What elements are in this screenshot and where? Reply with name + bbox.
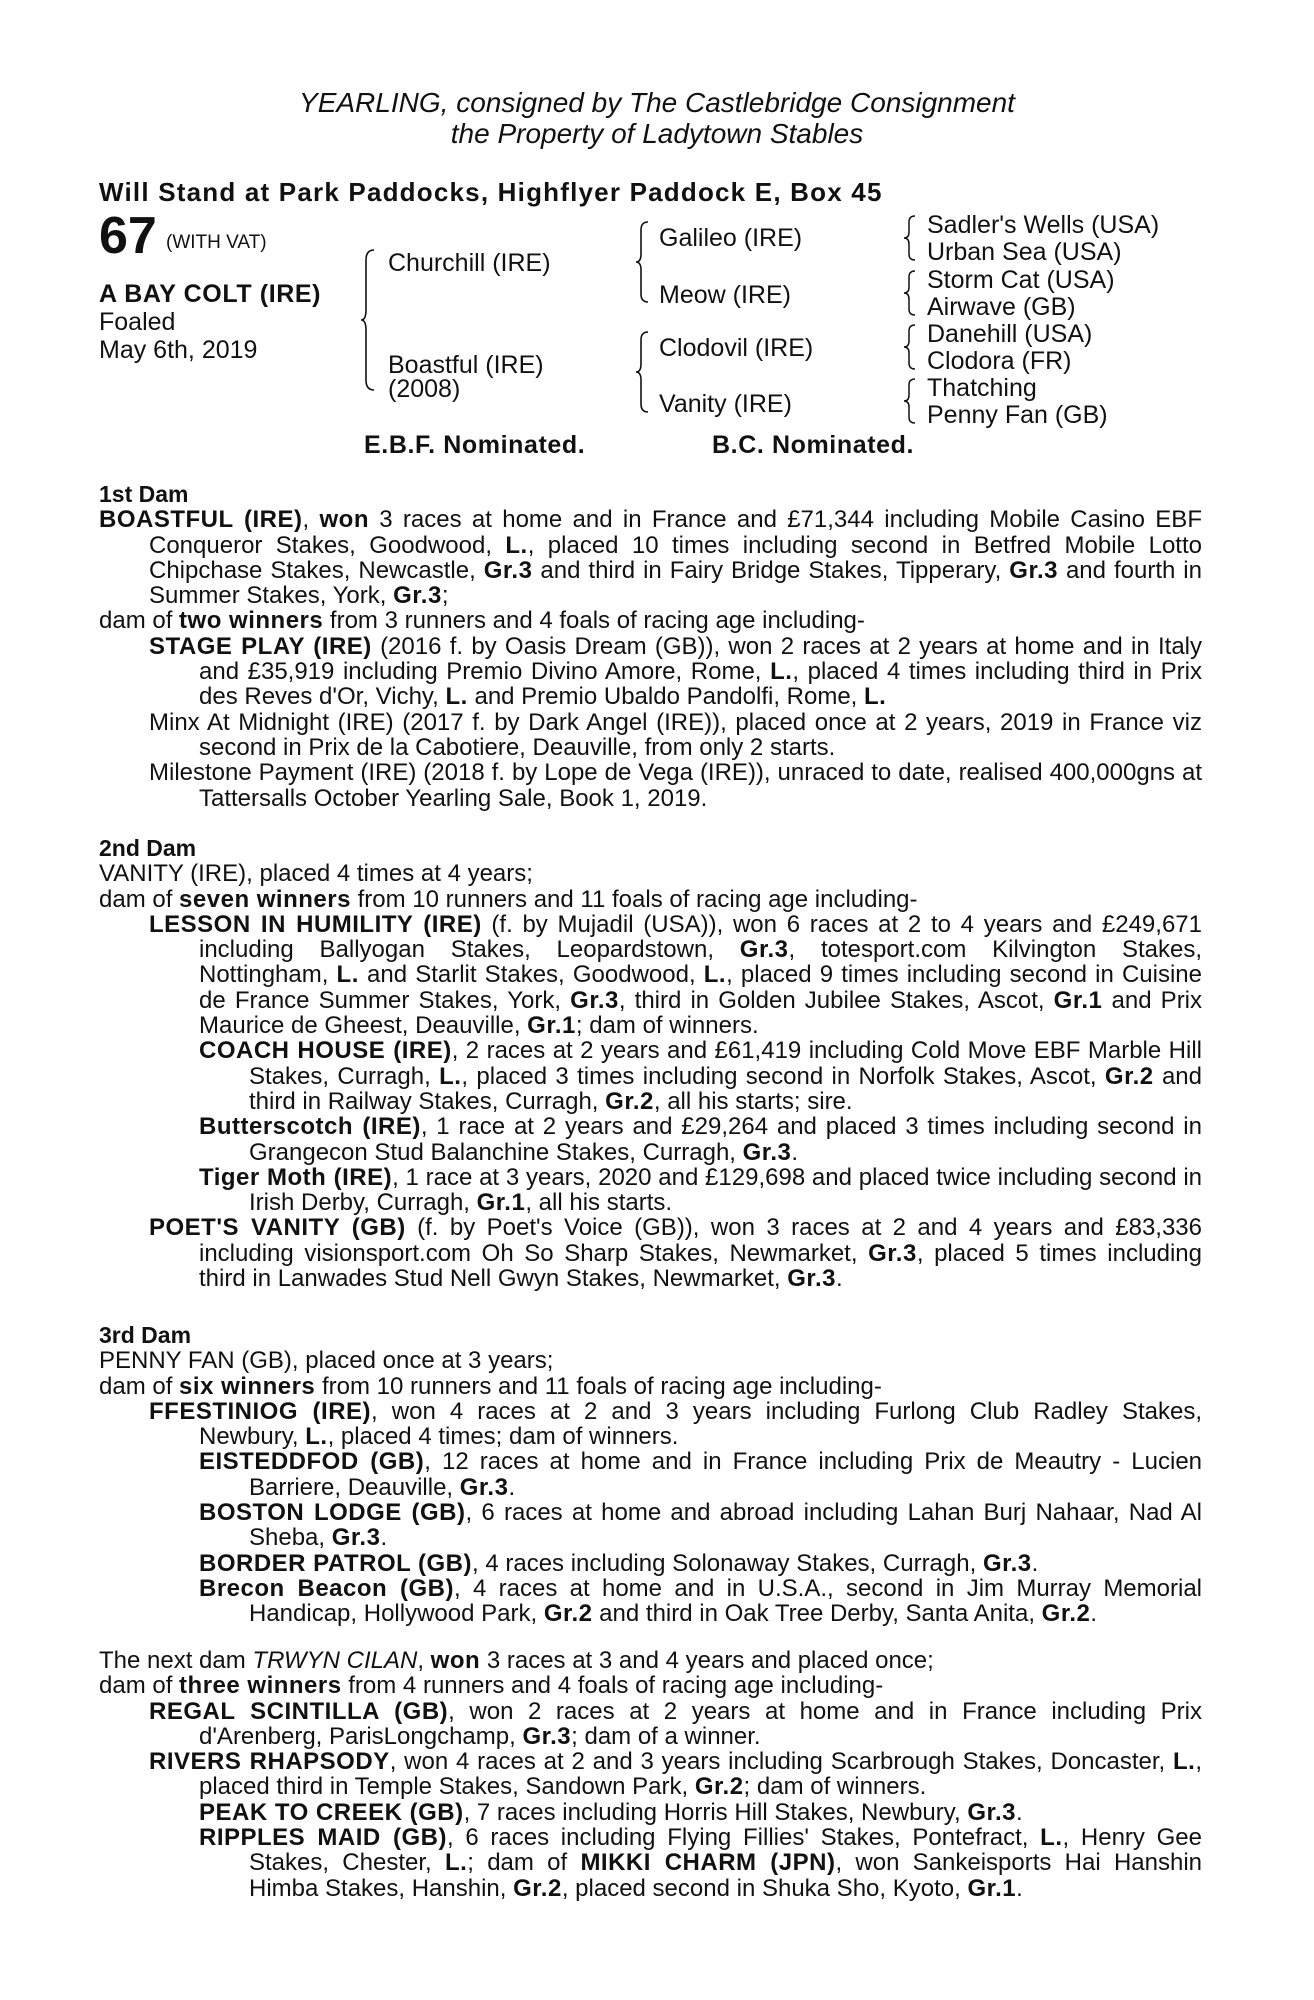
- horse-name: BOSTON LODGE (GB): [199, 1499, 466, 1527]
- dam-of-line: dam of two winners from 3 runners and 4 foals of racing age including-: [99, 607, 865, 635]
- pedigree-brace-meow: [903, 269, 919, 317]
- ebf-nominated: E.B.F. Nominated.: [364, 431, 586, 459]
- produce-record: Minx At Midnight (IRE) (2017 f. by Dark Angel (IRE)), placed once at 2 years, 2019 in France viz second in Prix de la Cabotiere, Deauville, from only 2 starts.: [149, 708, 1202, 761]
- horse-name: PEAK TO CREEK (GB): [199, 1798, 464, 1826]
- pedigree-brace-galileo: [903, 214, 919, 262]
- pedigree-gen3-1: Sadler's Wells (USA): [927, 211, 1160, 239]
- produce-record: EISTEDDFOD (GB), 12 races at home and in France including Prix de Meautry - Lucien Barriere, Deauville, Gr.3.: [199, 1448, 1203, 1501]
- produce-record: RIPPLES MAID (GB), 6 races including Flying Fillies' Stakes, Pontefract, L., Henry Gee Stakes, Chester, L.; dam of MIKKI CHARM (JPN), won Sankeisports Hai Hanshin Himba Stakes, Hanshin, Gr.2, placed second in Shuka Sho, Kyoto, Gr.1.: [199, 1824, 1202, 1902]
- pedigree-brace-dam: [635, 330, 653, 414]
- produce-record: FFESTINIOG (IRE), won 4 races at 2 and 3 years including Furlong Club Radley Stakes, Newbury, L., placed 4 times; dam of winners.: [149, 1397, 1202, 1451]
- horse-name: LESSON IN HUMILITY (IRE): [149, 910, 482, 938]
- dam-of-line: dam of six winners from 10 runners and 11 foals of racing age including-: [99, 1372, 882, 1400]
- produce-record: STAGE PLAY (IRE) (2016 f. by Oasis Dream (GB)), won 2 races at 2 years at home and in Italy and £35,919 including Premio Divino Amore, Rome, L., placed 4 times including third in Prix des Reves d'Or, Vichy, L. and Premio Ubaldo Pandolfi, Rome, L.: [149, 632, 1203, 711]
- horse-name: EISTEDDFOD (GB): [199, 1448, 425, 1476]
- dam-record: BOASTFUL (IRE), won 3 races at home and in France and £71,344 including Mobile Casino EBF Conqueror Stakes, Goodwood, L., placed 10 times including second in Betfred Mobile Lotto Chipchase Stakes, Newcastle, Gr.3 and third in Fairy Bridge Stakes, Tipperary, Gr.3 and fourth in Summer Stakes, York, Gr.3;: [99, 506, 1202, 610]
- produce-record: RIVERS RHAPSODY, won 4 races at 2 and 3 years including Scarbrough Stakes, Doncaster, L., placed third in Temple Stakes, Sandown Park, Gr.2; dam of winners.: [149, 1748, 1202, 1801]
- dam-of-line: dam of three winners from 4 runners and 4 foals of racing age including-: [99, 1672, 884, 1700]
- foaled-label: Foaled: [99, 308, 176, 336]
- produce-record: LESSON IN HUMILITY (IRE) (f. by Mujadil (USA)), won 6 races at 2 to 4 years and £249,671 including Ballyogan Stakes, Leopardstown, Gr.3, totesport.com Kilvington Stakes, Nottingham, L. and Starlit Stakes, Goodwood, L., placed 9 times including second in Cuisine de France Summer Stakes, York, Gr.3, third in Golden Jubilee Stakes, Ascot, Gr.1 and Prix Maurice de Gheest, Deauville, Gr.1; dam of winners.: [149, 910, 1203, 1040]
- horse-name: BOASTFUL (IRE): [99, 506, 303, 534]
- produce-record: PEAK TO CREEK (GB), 7 races including Horris Hill Stakes, Newbury, Gr.3.: [199, 1798, 1023, 1826]
- bc-nominated: B.C. Nominated.: [712, 431, 915, 459]
- produce-record: BORDER PATROL (GB), 4 races including Solonaway Stakes, Curragh, Gr.3.: [199, 1549, 1039, 1577]
- produce-record: Brecon Beacon (GB), 4 races at home and in U.S.A., second in Jim Murray Memorial Handicap, Hollywood Park, Gr.2 and third in Oak Tree Derby, Santa Anita, Gr.2.: [199, 1574, 1203, 1628]
- horse-name: REGAL SCINTILLA (GB): [149, 1697, 449, 1725]
- pedigree-sire: Churchill (IRE): [388, 249, 551, 277]
- dam-record: VANITY (IRE), placed 4 times at 4 years;: [99, 860, 533, 888]
- horse-name: RIPPLES MAID (GB): [199, 1824, 447, 1852]
- pedigree-gen3-8: Penny Fan (GB): [927, 401, 1108, 429]
- section-heading: 1st Dam: [99, 481, 189, 507]
- next-dam-section: [99, 1648, 1202, 1901]
- pedigree-gen2-4: Vanity (IRE): [659, 390, 792, 418]
- lot-name: A BAY COLT (IRE): [99, 280, 322, 308]
- produce-record: POET'S VANITY (GB) (f. by Poet's Voice (GB)), won 3 races at 2 and 4 years and £83,336 including visionsport.com Oh So Sharp Stakes, Newmarket, Gr.3, placed 5 times including third in Lanwades Stud Nell Gwyn Stakes, Newmarket, Gr.3.: [149, 1214, 1203, 1293]
- vat-note: (WITH VAT): [166, 232, 267, 253]
- dam-of-line: dam of seven winners from 10 runners and 11 foals of racing age including-: [99, 885, 918, 913]
- pedigree-dam-year: (2008): [388, 375, 461, 403]
- dam-record: PENNY FAN (GB), placed once at 3 years;: [99, 1347, 554, 1375]
- produce-record: Milestone Payment (IRE) (2018 f. by Lope de Vega (IRE)), unraced to date, realised 400,000gns at Tattersalls October Yearling Sale, Book 1, 2019.: [149, 759, 1202, 812]
- produce-record: REGAL SCINTILLA (GB), won 2 races at 2 years at home and in France including Prix d'Arenberg, ParisLongchamp, Gr.3; dam of a winner.: [149, 1697, 1202, 1750]
- produce-record: Butterscotch (IRE), 1 race at 2 years and £29,264 and placed 3 times including second in Grangecon Stud Balanchine Stakes, Curragh, Gr.3.: [199, 1113, 1202, 1166]
- horse-name: STAGE PLAY (IRE): [149, 632, 372, 660]
- pedigree-dam: Boastful (IRE): [388, 351, 544, 379]
- pedigree-gen2-3: Clodovil (IRE): [659, 334, 814, 362]
- produce-record: Tiger Moth (IRE), 1 race at 3 years, 2020 and £129,698 and placed twice including second in Irish Derby, Curragh, Gr.1, all his starts.: [199, 1163, 1203, 1217]
- pedigree-gen2-1: Galileo (IRE): [659, 224, 803, 252]
- horse-name: FFESTINIOG (IRE): [149, 1397, 372, 1425]
- first-dam-section: [99, 482, 1202, 811]
- horse-name: COACH HOUSE (IRE): [199, 1037, 452, 1065]
- pedigree-gen3-5: Danehill (USA): [927, 320, 1093, 348]
- second-dam-section: [99, 836, 1202, 1291]
- pedigree-gen3-4: Airwave (GB): [927, 293, 1076, 321]
- horse-name: RIVERS RHAPSODY: [149, 1748, 390, 1776]
- pedigree-gen3-7: Thatching: [927, 374, 1037, 402]
- section-heading: 3rd Dam: [99, 1322, 192, 1348]
- header-line-1: YEARLING, consigned by The Castlebridge Consignment: [299, 87, 1015, 118]
- pedigree-brace-sire: [635, 220, 653, 304]
- horse-name: Butterscotch (IRE): [199, 1113, 421, 1141]
- header-line-2: the Property of Ladytown Stables: [450, 118, 864, 149]
- horse-name: Brecon Beacon (GB): [199, 1574, 454, 1602]
- horse-name: TRWYN CILAN: [252, 1647, 418, 1674]
- foaled-date: May 6th, 2019: [99, 336, 258, 364]
- pedigree-brace-vanity: [903, 377, 919, 425]
- pedigree-gen2-2: Meow (IRE): [659, 281, 791, 309]
- lot-number: 67: [99, 207, 157, 265]
- pedigree-gen3-3: Storm Cat (USA): [927, 266, 1115, 294]
- stand-location: Will Stand at Park Paddocks, Highflyer Paddock E, Box 45: [99, 177, 883, 207]
- dam-record: The next dam TRWYN CILAN, won 3 races at 3 and 4 years and placed once;: [99, 1647, 934, 1674]
- horse-name: POET'S VANITY (GB): [149, 1214, 406, 1242]
- pedigree-gen3-6: Clodora (FR): [927, 347, 1072, 375]
- pedigree-gen3-2: Urban Sea (USA): [927, 238, 1122, 266]
- pedigree-brace-sire-dam: [360, 248, 380, 392]
- pedigree-brace-clodovil: [903, 323, 919, 371]
- horse-name: Tiger Moth (IRE): [199, 1163, 393, 1191]
- third-dam-section: [99, 1323, 1202, 1627]
- produce-record: BOSTON LODGE (GB), 6 races at home and abroad including Lahan Burj Nahaar, Nad Al Sheba, Gr.3.: [199, 1499, 1203, 1552]
- section-heading: 2nd Dam: [99, 835, 197, 861]
- produce-record: COACH HOUSE (IRE), 2 races at 2 years and £61,419 including Cold Move EBF Marble Hill Stakes, Curragh, L., placed 3 times including second in Norfolk Stakes, Ascot, Gr.2 and third in Railway Stakes, Curragh, Gr.2, all his starts; sire.: [199, 1037, 1202, 1115]
- horse-name: BORDER PATROL (GB): [199, 1549, 472, 1577]
